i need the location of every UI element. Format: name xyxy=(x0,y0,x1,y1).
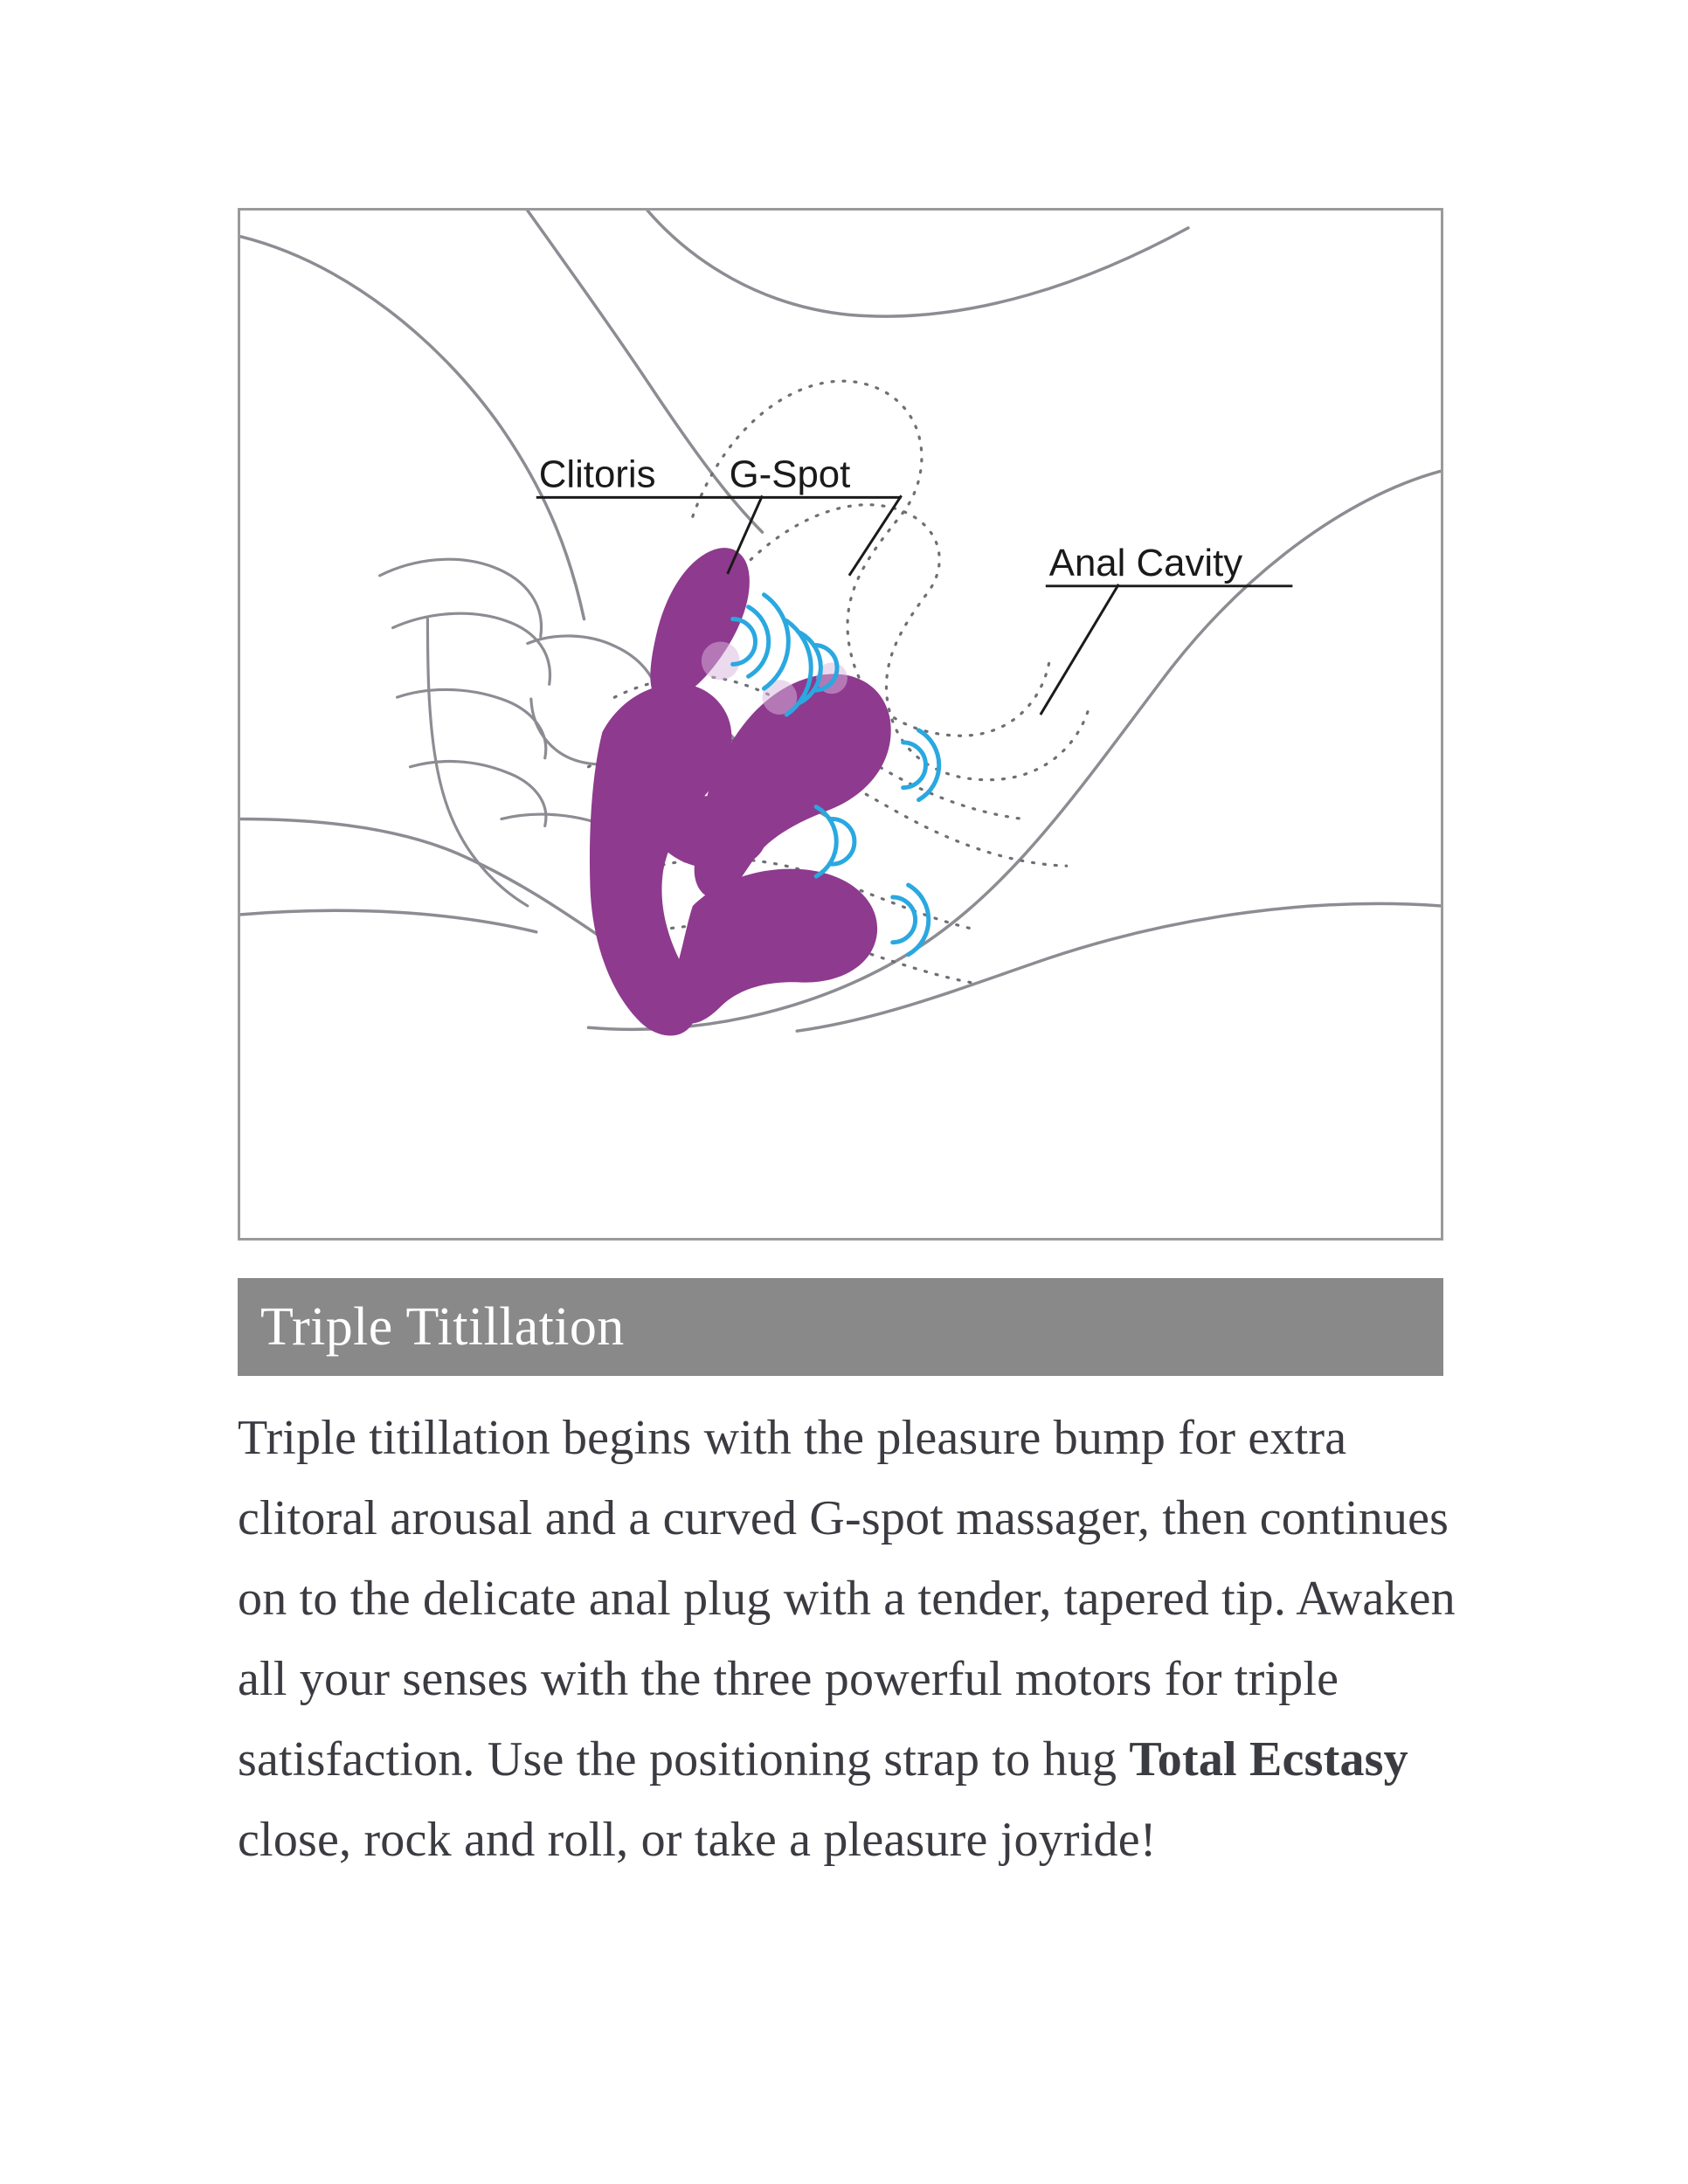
body-text-part1: Triple titillation begins with the pleasure bump for extra clitoral arousal and a curved G-spot massager, then continues on to the delicate anal plug with a tender, tapered tip. Awaken all your senses with the three powerful motors for triple satisfaction. Use the positioning strap to hug xyxy=(238,1411,1456,1787)
body-text-part2: close, rock and roll, or take a pleasure joyride! xyxy=(238,1813,1157,1867)
label-gspot: G-Spot xyxy=(729,453,851,496)
illustration-frame xyxy=(238,208,1443,1241)
leader-line-anal xyxy=(1041,584,1119,715)
labels-group xyxy=(536,453,1293,585)
body-text-emphasis: Total Ecstasy xyxy=(1129,1732,1408,1787)
section-title-bar xyxy=(238,1278,1443,1376)
leader-line-gspot xyxy=(849,495,902,576)
label-clitoris: Clitoris xyxy=(538,453,656,496)
body-paragraph xyxy=(238,1398,1461,1880)
page-title: Triple Titillation xyxy=(260,1297,625,1357)
anatomy-diagram xyxy=(240,211,1441,1238)
label-anal-cavity: Anal Cavity xyxy=(1048,541,1243,584)
